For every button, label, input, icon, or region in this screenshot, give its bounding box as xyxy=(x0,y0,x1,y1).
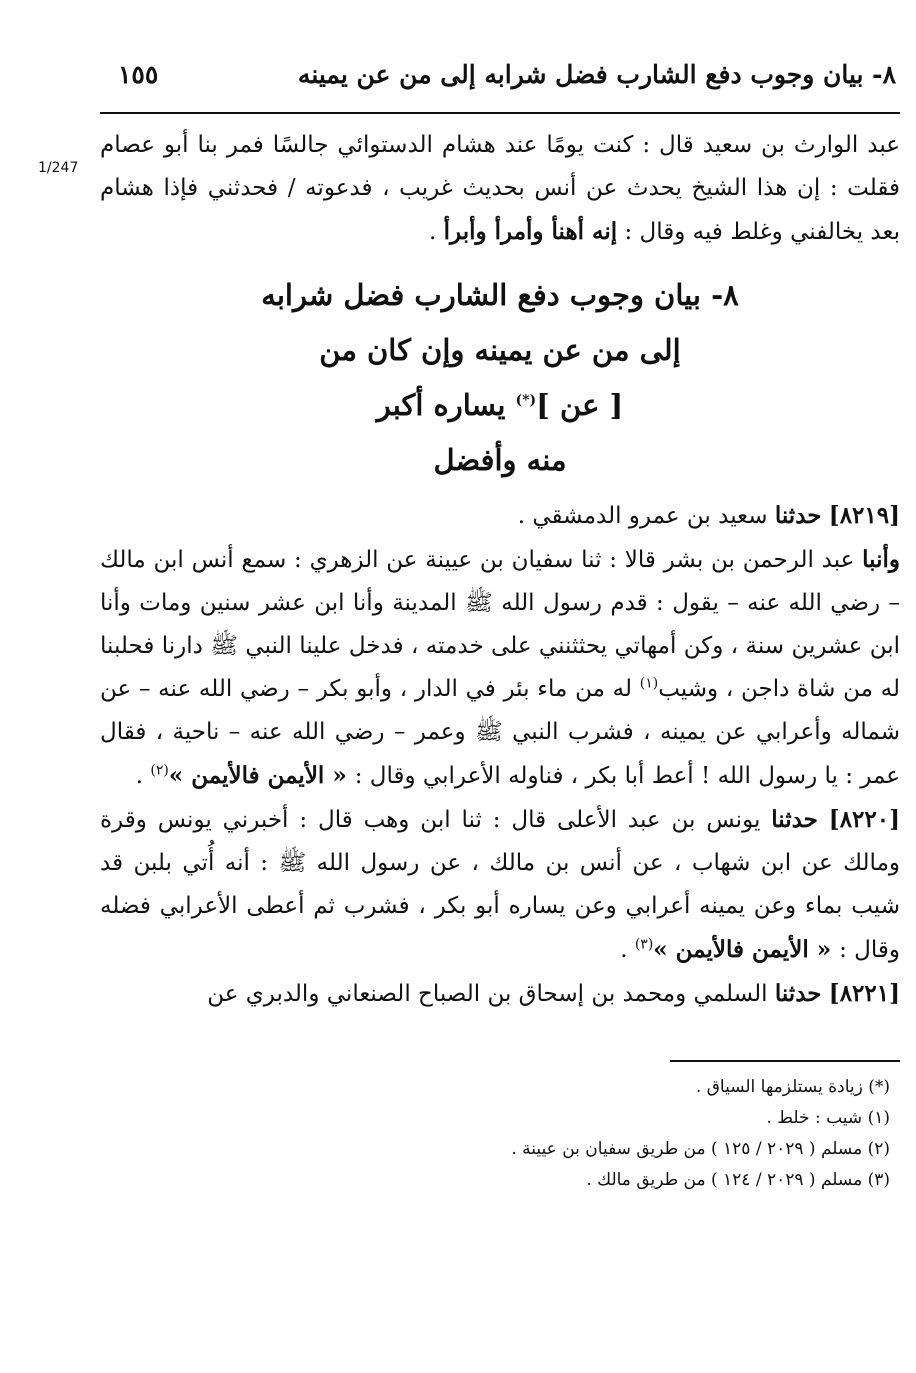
footnote-star: (*) زيادة يستلزمها السياق . xyxy=(695,1077,890,1097)
haddathana: حدثنا xyxy=(774,980,822,1007)
intro-text: عبد الوارث بن سعيد قال : كنت يومًا عند هشام الدستوائي جالسًا فمر بنا أبو عصام فقلت : إن هذا الشيخ يحدث عن أنس بحديث غريب ، فدعوته / فحدثني فإذا هشام بعد يخالفني وغلط فيه وقال : xyxy=(100,132,900,245)
hadith-quote: « الأيمن فالأيمن » xyxy=(653,936,840,963)
running-title: ٨- بيان وجوب دفع الشارب فضل شرابه إلى من عن يمينه xyxy=(297,60,896,89)
hadith-text-2: له من ماء بئر في الدار ، وأبو بكر – رضي الله عنه – عن شماله وأعرابي عن يمينه ، فشرب النبي ﷺ وعمر – رضي الله عنه – ناحية ، فقال عمر : يا رسول الله ! أعط أبا بكر ، فناوله الأعرابي وقال : xyxy=(100,676,900,789)
chapter-line-3a: [ عن ] xyxy=(536,388,624,422)
chapter-line-4: منه وأفضل xyxy=(433,443,567,477)
intro-paragraph xyxy=(100,124,900,254)
hadith-end: . xyxy=(620,937,635,963)
hadith-text: سعيد بن عمرو الدمشقي . xyxy=(517,503,775,529)
running-header xyxy=(100,60,900,114)
hadith-text: يونس بن عبد الأعلى قال : ثنا ابن وهب قال : أخبرني يونس وقرة ومالك عن ابن شهاب ، عن أنس بن مالك ، عن رسول الله ﷺ : أنه أُتي بلبن قد شيب بماء وعن يمينه أعرابي وعن يساره أبو بكر ، فشرب ثم أعطى الأعرابي فضله وقال : xyxy=(100,807,900,963)
chapter-line-3b: يساره أكبر xyxy=(376,388,516,422)
haddathana: حدثنا xyxy=(774,502,822,529)
main-text xyxy=(100,124,900,1016)
footnote-ref-1: (١) xyxy=(639,675,659,692)
footnote-ref-3: (٣) xyxy=(634,936,654,953)
footnote-3: (٣) مسلم ( ٢٠٢٩ / ١٢٤ ) من طريق مالك . xyxy=(586,1170,890,1190)
hadith-number: [٨٢٢٠] xyxy=(828,806,900,833)
chapter-heading xyxy=(100,268,900,488)
hadith-text-1: عبد الرحمن بن بشر قالا : ثنا سفيان بن عيينة عن الزهري : سمع أنس ابن مالك – رضي الله عنه – يقول : قدم رسول الله ﷺ المدينة وأنا ابن عشر سنين ومات وأنا ابن عشرين سنة ، وكن أمهاتي يحثثنني على خدمته ، فدخل علينا النبي ﷺ دارنا فحلبنا له من شاة داجن ، وشيب xyxy=(100,547,900,702)
chapter-footnote-ref: (*) xyxy=(515,392,537,409)
hadith-text: السلمي ومحمد بن إسحاق بن الصباح الصنعاني والدبري عن xyxy=(207,981,775,1007)
footnotes xyxy=(100,1060,900,1196)
chapter-line-3 xyxy=(100,378,900,433)
intro-bold: إنه أهنأ وأمرأ وأبرأ xyxy=(443,218,618,245)
anba: وأنبا xyxy=(862,546,900,573)
hadith-8220 xyxy=(100,798,900,972)
hadith-8221 xyxy=(100,972,900,1016)
hadith-quote: « الأيمن فالأيمن » xyxy=(168,762,355,789)
hadith-number: [٨٢٢١] xyxy=(828,980,900,1007)
hadith-number: [٨٢١٩] xyxy=(828,502,900,529)
manuscript-folio-note: 1/247 xyxy=(38,160,79,176)
footnote-ref-2: (٢) xyxy=(150,762,169,779)
hadith-8219-second-chain xyxy=(100,538,900,798)
haddathana: حدثنا xyxy=(771,806,818,833)
chapter-line-1: ٨- بيان وجوب دفع الشارب فضل شرابه xyxy=(261,278,739,312)
footnote-divider xyxy=(670,1060,900,1062)
book-page xyxy=(38,60,900,1196)
footnote-2: (٢) مسلم ( ٢٠٢٩ / ١٢٥ ) من طريق سفيان بن عيينة . xyxy=(511,1139,890,1159)
intro-end: . xyxy=(429,219,444,245)
hadith-8219 xyxy=(100,494,900,538)
hadith-end: . xyxy=(135,763,151,789)
footnote-1: (١) شيب : خلط . xyxy=(766,1108,890,1128)
page-number: ١٥٥ xyxy=(118,60,159,89)
chapter-line-2: إلى من عن يمينه وإن كان من xyxy=(319,333,681,367)
